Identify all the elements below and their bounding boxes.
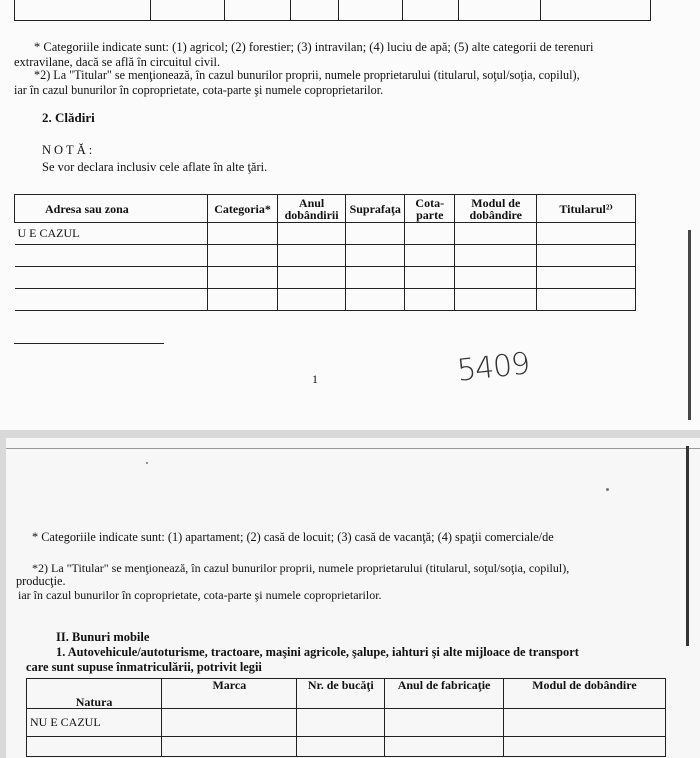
land-table-divider bbox=[338, 0, 339, 20]
buildings-table bbox=[14, 194, 636, 311]
first-cell: NU E CAZUL bbox=[27, 709, 162, 737]
land-categories-footnote: * Categoriile indicate sunt: (1) agricol; (2) forestier; (3) intravilan; (4) luciu de apă; (5) alte categorii de terenuri bbox=[34, 40, 594, 54]
header-count: Nr. de bucăţi bbox=[297, 679, 385, 709]
vehicles-subsection-title-line1: 1. Autovehicule/autoturisme, tractoare, maşini agricole, şalupe, iahturi şi alte mijloace de transport bbox=[56, 645, 579, 659]
scan-speck bbox=[606, 488, 609, 491]
titular-footnote: *2) La "Titular" se menţionează, în cazul bunurilor proprii, numele proprietarului (titularul, soţul/soţia, copilul), bbox=[34, 68, 580, 82]
titular-footnote-2-cont: iar în cazul bunurilor în coproprietate, cota-parte şi numele coproprietarilor. bbox=[18, 588, 382, 602]
table-row bbox=[15, 245, 636, 267]
scan-edge-right bbox=[686, 446, 689, 646]
section-title-movables: II. Bunuri mobile bbox=[56, 630, 150, 644]
titular-footnote-cont: iar în cazul bunurilor în coproprietate, cota-parte şi numele coproprietarilor. bbox=[14, 83, 384, 97]
land-table-divider bbox=[650, 0, 651, 20]
land-table-divider bbox=[290, 0, 291, 20]
signature-line bbox=[14, 343, 164, 344]
land-table-divider bbox=[458, 0, 459, 20]
header-share: Cota-parte bbox=[405, 195, 455, 223]
nota-text: Se vor declara inclusiv cele aflate în alte ţări. bbox=[42, 160, 268, 174]
document-page-2 bbox=[6, 438, 700, 758]
header-acquisition-mode: Modul de dobândire bbox=[503, 679, 665, 709]
first-cell: U E CAZUL bbox=[15, 223, 208, 245]
header-acquisition-mode: Modul de dobândire bbox=[455, 195, 537, 223]
header-holder: Titularul²⁾ bbox=[537, 195, 636, 223]
scan-edge-right bbox=[688, 230, 691, 420]
land-table-divider bbox=[540, 0, 541, 20]
header-category: Categoria* bbox=[208, 195, 278, 223]
table-row bbox=[15, 289, 636, 311]
vehicles-subsection-title-line2: care sunt supuse înmatriculării, potrivit legii bbox=[26, 660, 262, 674]
table-row bbox=[15, 223, 636, 245]
vehicles-table bbox=[26, 678, 666, 757]
scan-speck bbox=[146, 462, 148, 464]
header-brand: Marca bbox=[162, 679, 297, 709]
land-table-divider bbox=[150, 0, 151, 20]
handwritten-number: 5409 bbox=[455, 346, 531, 389]
header-nature: Natura bbox=[27, 679, 162, 709]
building-categories-footnote-cont: producţie. bbox=[16, 574, 66, 588]
nota-label: NOTĂ: bbox=[42, 143, 96, 157]
header-acquisition-year: Anul dobândirii bbox=[278, 195, 346, 223]
land-table-divider bbox=[402, 0, 403, 20]
header-surface: Suprafaţa bbox=[346, 195, 405, 223]
scan-top-line bbox=[6, 448, 700, 449]
land-table-divider bbox=[224, 0, 225, 20]
building-categories-footnote: * Categoriile indicate sunt: (1) apartament; (2) casă de locuit; (3) casă de vacanţă; (4) spaţii comerciale/de bbox=[32, 530, 554, 544]
land-table-remnant bbox=[14, 0, 651, 21]
table-row bbox=[15, 267, 636, 289]
page-number: 1 bbox=[312, 372, 318, 386]
titular-footnote-2: *2) La "Titular" se menţionează, în cazul bunurilor proprii, numele proprietarului (titularul, soţul/soţia, copilul), bbox=[32, 561, 570, 575]
header-manufacture-year: Anul de fabricaţie bbox=[385, 679, 504, 709]
section-title-buildings: 2. Clădiri bbox=[42, 110, 95, 125]
table-row bbox=[27, 737, 666, 757]
land-categories-footnote-cont: extravilane, dacă se află în circuitul civil. bbox=[14, 55, 221, 69]
header-address: Adresa sau zona bbox=[15, 195, 208, 223]
table-row bbox=[27, 709, 666, 737]
